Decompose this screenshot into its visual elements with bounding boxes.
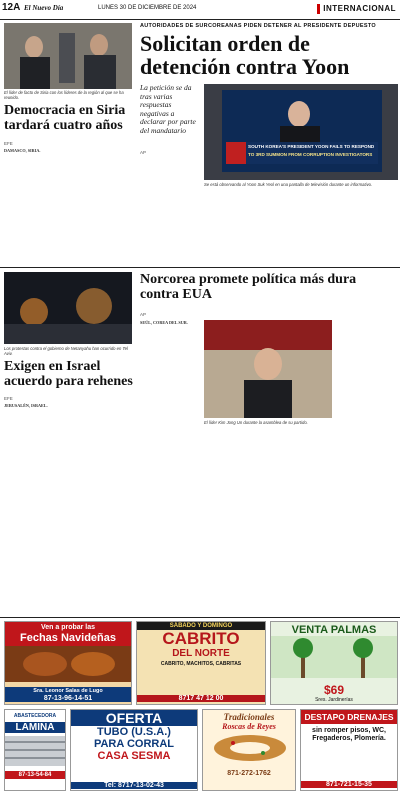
ad-fechas-line2: Fechas Navideñas [5,632,131,646]
ad-cabrito [136,621,266,705]
korea-body-col3 [270,428,332,615]
israel-body-col1 [4,403,66,615]
ad-palmas-price: $69 [323,683,345,697]
ad-lamina [4,709,66,791]
yoon-tv-photo [204,84,398,180]
yoon-deck: La petición se da tras varias respuestas negativas a declarar por parte del mandatario [140,83,196,135]
sheet-metal-illustration [5,736,66,766]
yoon-headline: Solicitan orden de detención contra Yoon [140,31,350,79]
yoon-body-col1 [140,157,200,263]
ad-tubo-line1: OFERTA [71,710,197,726]
korea-body-col4 [336,320,398,615]
ad-roscas-line1: Tradicionales [223,712,275,722]
ad-tubo-line4: CASA SESMA [97,750,171,762]
rosca-illustration [203,731,296,765]
ad-cabrito-line4: CABRITO, MACHITOS, CABRITAS [160,661,242,667]
ad-roscas-phone: 871-272-1762 [227,770,271,777]
korea-body-col2 [204,428,266,615]
yoon-kicker: AUTORIDADES DE SURCOREANAS PIDEN DETENER AL PRESIDENTE DEPUESTO [140,23,376,29]
ad-cabrito-line1: SÁBADO Y DOMINGO [137,622,265,630]
ad-lamina-line2: LAMINA [5,722,65,733]
yoon-body-col3 [270,190,332,263]
section-divider-1 [0,267,400,268]
ad-roscas [202,709,296,791]
yoon-byline: AP [140,150,147,155]
kim-illustration [204,320,332,418]
ad-fechas [4,621,132,705]
ad-fechas-address: Sra. Leonor Salas de Lugo [5,687,131,695]
dates-illustration [5,646,132,682]
syria-photo-figures [4,23,132,89]
israel-headline: Exigen en Israel acuerdo para rehenes [4,359,133,389]
syria-body-col1 [4,148,66,263]
ad-tubo-line2: TUBO (U.S.A.) [97,726,171,738]
ad-roscas-line2: Roscas de Reyes [222,722,276,731]
korea-body-col1 [140,320,200,615]
israel-byline: EFE [4,396,13,401]
ad-drenajes [300,709,398,791]
korea-headline: Norcorea promete política más dura contra EUA [140,272,357,302]
ad-fechas-line1: Ven a probar las [5,622,131,632]
israel-photo-caption: Los protestas contra el gobierno de Netanyahu han ocurrido en Tel Aviv. [4,346,128,356]
ad-palmas-line2: Sres. Jardinerías [315,697,353,703]
ad-cabrito-line2: CABRITO [162,629,240,648]
tv-text-line2: TO 3RD SUMMON FROM CORRUPTION INVESTIGATORS [248,152,373,157]
tv-text-line1: SOUTH KOREA'S PRESIDENT YOON FAILS TO RESPOND [248,144,375,149]
israel-photo [4,272,132,344]
syria-headline: Democracia en Siria tardará cuatro años [4,103,126,133]
yoon-tv-illustration [204,84,398,180]
ad-tubo [70,709,198,791]
ad-palmas-line1: VENTA PALMAS [291,624,377,636]
syria-body-col2 [70,148,132,263]
ad-lamina-phone: 87-13-54-84 [5,771,65,779]
page-number: 12A [2,2,21,13]
ad-drenajes-line1: DESTAPO DRENAJES [301,710,397,724]
yoon-photo-caption: Se está observando al Yoon Suk Yeol en una pantalla de televisión durante un informativo. [204,182,373,187]
israel-protest-illustration [4,272,132,344]
masthead [0,0,400,20]
syria-photo-caption: El líder de facto de Siria con los líderes de la región al que se ha reunido. [4,90,124,100]
ad-drenajes-line2: sin romper pisos, WC, Fregaderos, Plomería. [312,727,386,742]
yoon-body-col2 [204,190,266,263]
syria-byline: EFE [4,141,13,146]
syria-dateline: DAMASCO, SIRIA. [4,148,41,153]
syria-photo [4,23,132,89]
ad-tubo-line3: PARA CORRAL [93,738,175,750]
kim-photo [204,320,332,418]
ad-cabrito-line3: DEL NORTE [172,648,230,659]
israel-dateline: JERUSALÉN, ISRAEL. [4,403,48,408]
ad-tubo-phone: Tel: 8717-13-02-43 [71,782,197,789]
section-divider-2 [0,617,400,618]
yoon-body-col4 [336,190,398,263]
israel-body-col2 [70,403,132,615]
ad-palmas [270,621,398,705]
ad-cabrito-phone: 8717 47 12 00 [137,695,265,702]
section-marker [317,4,320,14]
issue-date: LUNES 30 DE DICIEMBRE DE 2024 [98,5,197,11]
section-title: INTERNACIONAL [323,4,396,13]
ad-lamina-line1: ABASTECEDORA [13,713,57,719]
ad-drenajes-phone: 871-721-15-35 [301,781,397,788]
newspaper-name: El Nuevo Día [24,4,64,12]
korea-byline: AP [140,312,147,317]
palm-illustration [271,636,398,678]
ad-fechas-phone: 87-13-96-14-51 [5,695,131,702]
korea-dateline: SEÚL, COREA DEL SUR. [140,320,188,325]
kim-photo-caption: El líder Kim Jong Un durante la asamblea de su partido. [204,420,308,425]
